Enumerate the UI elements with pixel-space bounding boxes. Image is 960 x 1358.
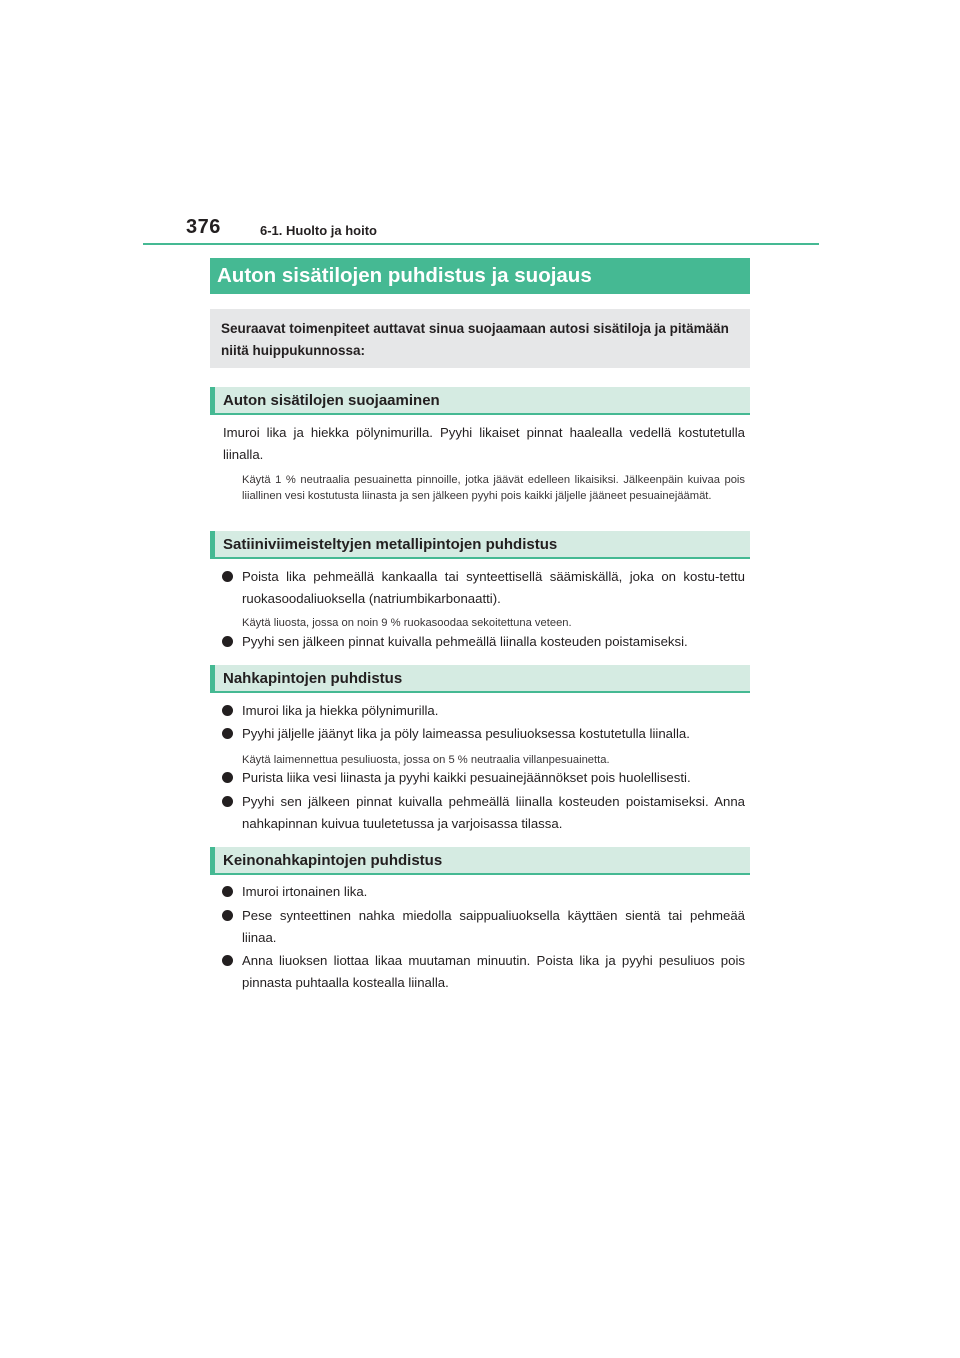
header-divider (143, 243, 819, 245)
section-reference: 6-1. Huolto ja hoito (260, 223, 377, 238)
paragraph-interior-protection: Imuroi lika ja hiekka pölynimurilla. Pyyhi likaiset pinnat haalealla vedellä kostutetulla liinalla. (223, 425, 745, 462)
bullet-item (222, 950, 745, 994)
bullet-text: Pese synteettinen nahka miedolla saippualiuoksella käyttäen sientä tai pehmeää liinaa. (242, 908, 745, 945)
bullet-text: Imuroi irtonainen lika. (242, 884, 368, 899)
bullet-icon (222, 886, 233, 897)
bullet-text: Imuroi lika ja hiekka pölynimurilla. (242, 703, 439, 718)
bullet-icon (222, 571, 233, 582)
bullet-item (222, 767, 745, 789)
page-title: Auton sisätilojen puhdistus ja suojaus (210, 258, 750, 294)
note-interior-protection: Käytä 1 % neutraalia pesuainetta pinnoille, jotka jäävät edelleen likaisiksi. Jälkeenpäin kuivaa pois liiallinen vesi kostutusta liinasta ja sen jälkeen pyyhi pois kaikki jäljelle jääneet pesuainejäämät. (242, 474, 745, 502)
bullet-icon (222, 772, 233, 783)
bullet-item (222, 631, 745, 653)
subheading-synthetic-leather: Keinonahkapintojen puhdistus (210, 847, 750, 875)
bullet-text: Purista liika vesi liinasta ja pyyhi kaikki pesuainejäännökset pois huolellisesti. (242, 770, 691, 785)
bullet-item (222, 700, 745, 722)
bullet-icon (222, 728, 233, 739)
bullet-icon (222, 636, 233, 647)
bullet-item (222, 881, 745, 903)
bullet-text: Anna liuoksen liottaa likaa muutaman minuutin. Poista lika ja pyyhi pesuliuos pois pinnasta puhtaalla kostealla liinalla. (242, 953, 745, 990)
bullet-text: Pyyhi sen jälkeen pinnat kuivalla pehmeällä liinalla kosteuden poistamiseksi. Anna nahkapinnan kuivua tuuletetussa ja varjoisassa tilassa. (242, 794, 745, 831)
subheading-leather: Nahkapintojen puhdistus (210, 665, 750, 693)
subheading-interior-protection: Auton sisätilojen suojaaminen (210, 387, 750, 415)
bullet-item (222, 905, 745, 949)
bullet-icon (222, 796, 233, 807)
page-number: 376 (186, 216, 221, 238)
bullet-icon (222, 910, 233, 921)
subheading-satin-metal: Satiiniviimeisteltyjen metallipintojen puhdistus (210, 531, 750, 559)
bullet-item (222, 723, 745, 745)
intro-box: Seuraavat toimenpiteet auttavat sinua suojaamaan autosi sisätiloja ja pitämään niitä huippukunnossa: (210, 309, 750, 368)
note-satin-metal: Käytä liuosta, jossa on noin 9 % ruokasoodaa sekoitettuna veteen. (242, 617, 572, 629)
bullet-text: Pyyhi sen jälkeen pinnat kuivalla pehmeällä liinalla kosteuden poistamiseksi. (242, 634, 688, 649)
bullet-text: Pyyhi jäljelle jäänyt lika ja pöly laimeassa pesuliuoksessa kostutetulla liinalla. (242, 726, 690, 741)
bullet-text: Poista lika pehmeällä kankaalla tai synteettisellä säämiskällä, joka on kostu-tettu ruokasoodaliuoksella (natriumbikarbonaatti). (242, 569, 745, 606)
bullet-item (222, 791, 745, 835)
note-leather: Käytä laimennettua pesuliuosta, jossa on 5 % neutraalia villanpesuainetta. (242, 754, 610, 766)
bullet-icon (222, 955, 233, 966)
bullet-icon (222, 705, 233, 716)
bullet-item (222, 566, 745, 610)
